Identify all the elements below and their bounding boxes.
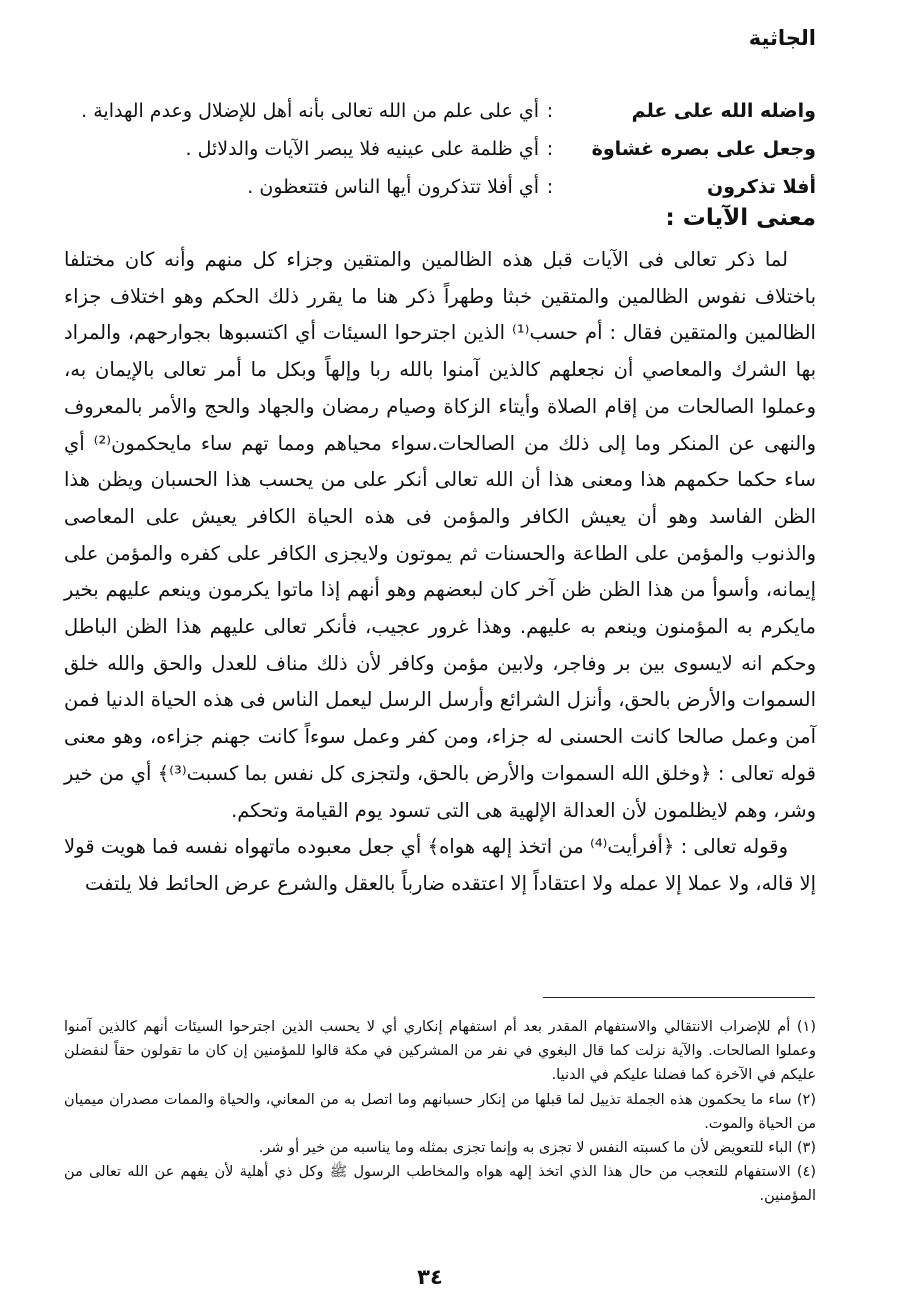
footnote: (١) أم للإضراب الانتقالي والاستفهام المقدر بعد أم استفهام إنكاري أي لا يحسب الذين اجترحوا السيئات أنهم كالذين آمنوا وعملوا الصالحات. والآية نزلت كما قال البغوي في نفر من المشركين في مكة قالوا للمؤمنين إن كان ما تقولون حقاً لنفضلن عليكم في الآخرة كما فضلنا عليكم في الدنيا. — [64, 1019, 816, 1084]
page-number: ٣٤ — [417, 1265, 443, 1289]
footnotes — [64, 1015, 816, 1209]
glossary-colon: : — [546, 100, 554, 122]
glossary-term: واضله الله على علم — [631, 100, 816, 122]
glossary-row — [62, 130, 816, 168]
footnote: (٤) الاستفهام للتعجب من حال هذا الذي اتخذ إلهه هواه والمخاطب الرسول ﷺ وكل ذي أهلية لأن يفهم عن الله تعالى من المؤمنين. — [64, 1164, 816, 1205]
commentary-body — [64, 242, 816, 903]
body-paragraph: وقوله تعالى : ﴿أفرأيت⁽⁴⁾ من اتخذ إلهه هواه﴾ أي جعل معبوده ماتهواه نفسه فما هويت قولا إلا قاله، ولا عملا إلا عمله ولا اعتقاداً إلا اعتقده ضارباً بالعقل والشرع عرض الحائط فلا يلتفت — [64, 835, 816, 895]
glossary-term: وجعل على بصره غشاوة — [591, 138, 816, 160]
glossary-colon: : — [546, 138, 554, 160]
body-paragraph: لما ذكر تعالى فى الآيات قبل هذه الظالمين والمتقين وجزاء كل منهم وأنه كان مختلفا باختلاف نفوس الظالمين والمتقين خبثا وطهراً ذكر هنا ما يقرر ذلك الحكم وهو اختلاف جزاء الظالمين والمتقين فقال : أم حسب⁽¹⁾ الذين اجترحوا السيئات أي اكتسبوها بجوارحهم، والمراد بها الشرك والمعاصي أن نجعلهم كالذين آمنوا بالله ربا وإلهاً وبكل ما أمر تعالى بالإيمان به، وعملوا الصالحات من إقام الصلاة وأيتاء الزكاة وصيام رمضان والجهاد والحج والأمر بالمعروف والنهى عن المنكر وما إلى ذلك من الصالحات.سواء محياهم ومما تهم ساء مايحكمون⁽²⁾ أي ساء حكما حكمهم هذا ومعنى هذا أن الله تعالى أنكر على من يحسب هذا الحسبان ويظن هذا الظن الفاسد وهو أن يعيش الكافر والمؤمن فى هذه الحياة الكافر يعيش على المعاصى والذنوب والمؤمن على الطاعة والحسنات ثم يموتون ولايجزى الكافر على كفره والمؤمن على إيمانه، وأسوأ من هذا الظن ظن آخر كان لبعضهم وهو أنهم إذا ماتوا يكرمون وينعم عليهم بخير مايكرم به المؤمنون وينعم به عليهم. وهذا غرور عجيب، فأنكر تعالى عليهم هذا الظن الباطل وحكم انه لايسوى بين بر وفاجر، ولابين مؤمن وكافر لأن ذلك مناف للعدل والحق والله خلق السموات والأرض بالحق، وأنزل الشرائع وأرسل الرسل ليعمل الناس فى هذه الحياة الدنيا فمن آمن وعمل صالحا كانت الحسنى له جزاء، ومن كفر وعمل سوءاً كانت جهنم جزاءه، وهو معنى قوله تعالى : ﴿وخلق الله السموات والأرض بالحق، ولتجزى كل نفس بما كسبت⁽³⁾﴾ أي من خير وشر، وهم لايظلمون لأن العدالة الإلهية هى التى تسود يوم القيامة وتحكم. — [64, 248, 816, 822]
glossary-definition: أي أفلا تتذكرون أيها الناس فتتعظون . — [247, 176, 539, 198]
glossary-colon: : — [546, 176, 554, 198]
section-title: معنى الآيات : — [665, 205, 816, 231]
glossary-row — [62, 92, 816, 130]
glossary-definition: أي على علم من الله تعالى بأنه أهل للإضلال وعدم الهداية . — [81, 100, 539, 122]
glossary-row — [62, 168, 816, 206]
footnote: (٣) الباء للتعويض لأن ما كسبته النفس لا تجزى به وإنما تجزى بمثله وما يناسبه من خير أو شر. — [258, 1140, 816, 1157]
footnote-divider — [543, 997, 815, 998]
vocabulary-glossary — [62, 92, 816, 206]
footnote: (٢) ساء ما يحكمون هذه الجملة تذييل لما قبلها من إنكار حسبانهم وما اتصل به من المعاني، والحياة والممات مصدران ميميان من الحياة والموت. — [64, 1091, 816, 1132]
surah-header: الجاثية — [748, 26, 816, 50]
glossary-term: أفلا تذكرون — [707, 176, 816, 198]
glossary-definition: أي ظلمة على عينيه فلا يبصر الآيات والدلائل . — [185, 138, 539, 160]
